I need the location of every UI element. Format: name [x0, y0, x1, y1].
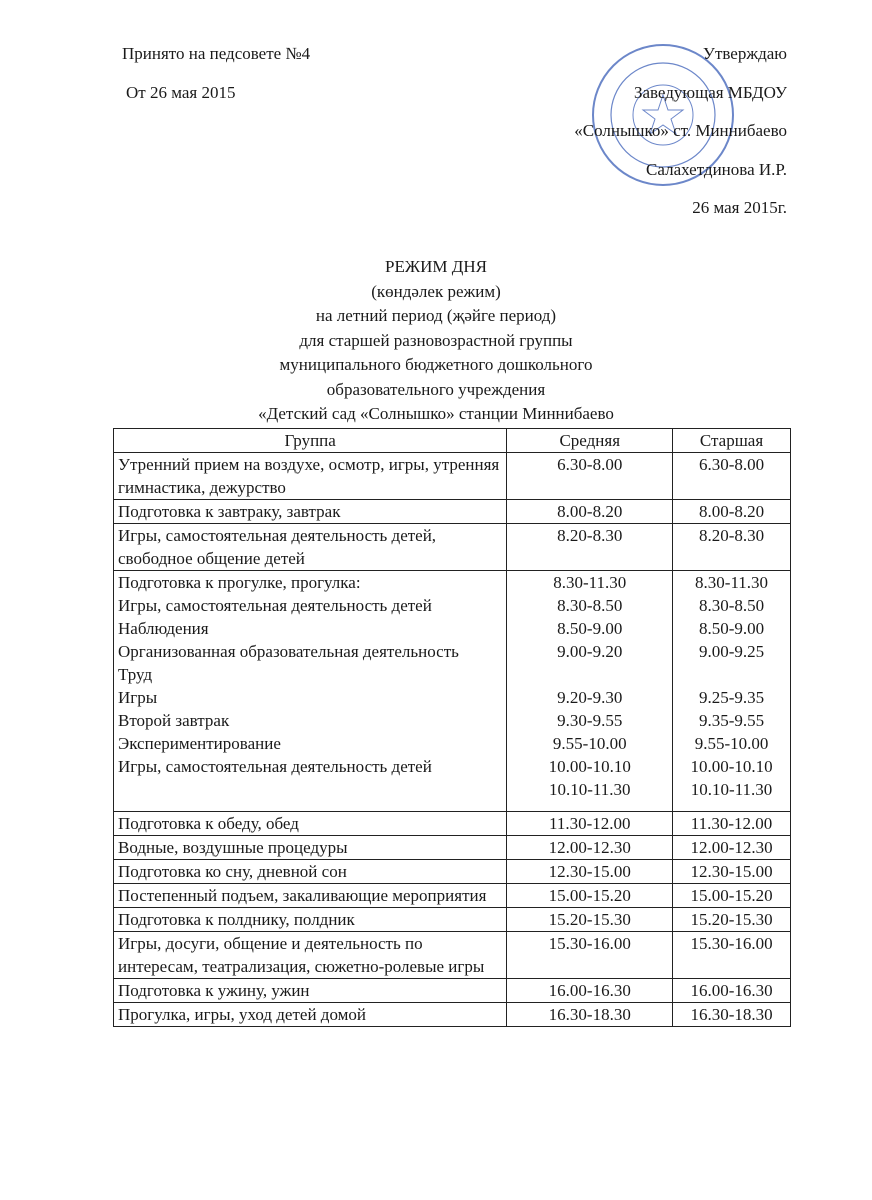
middle-group-time-cell	[507, 979, 673, 1003]
middle-group-time-cell	[507, 571, 673, 812]
time-range: 8.50-9.00	[557, 619, 623, 638]
institution-name: «Солнышко» ст. Миннибаево	[574, 121, 787, 140]
table-row	[114, 860, 791, 884]
time-range: 15.30-16.00	[690, 934, 773, 953]
title-line: для старшей разновозрастной группы	[299, 330, 573, 350]
document-title	[0, 255, 872, 427]
time-range: 8.00-8.20	[557, 502, 623, 521]
middle-group-time-cell	[507, 836, 673, 860]
time-range: 16.30-18.30	[690, 1005, 773, 1024]
head-position: Заведующая МБДОУ	[633, 83, 787, 102]
time-range: 9.35-9.55	[698, 711, 765, 730]
senior-group-time-cell	[673, 836, 791, 860]
activity-label: Утренний прием на воздухе, осмотр, игры, утренняя гимнастика, дежурство	[118, 455, 500, 497]
time-range: 11.30-12.00	[690, 814, 773, 833]
table-row	[114, 812, 791, 836]
senior-group-time-cell	[673, 979, 791, 1003]
table-row	[114, 1003, 791, 1027]
schedule-table	[113, 428, 791, 1027]
time-range: 9.25-9.35	[698, 688, 765, 707]
activity-cell	[114, 1003, 507, 1027]
activity-label: Водные, воздушные процедуры	[118, 838, 348, 857]
table-row	[114, 571, 791, 812]
table-row	[114, 932, 791, 979]
activity-label: Подготовка к обеду, обед	[118, 814, 299, 833]
time-range: 8.20-8.30	[698, 526, 765, 545]
time-range: 16.30-18.30	[548, 1005, 631, 1024]
time-range: 10.10-11.30	[690, 780, 773, 799]
time-range: 8.30-8.50	[557, 596, 623, 615]
middle-group-time-cell	[507, 884, 673, 908]
time-range: 15.00-15.20	[690, 886, 773, 905]
middle-group-time-cell	[507, 908, 673, 932]
title-line: (көндәлек режим)	[371, 281, 501, 301]
activity-cell	[114, 500, 507, 524]
senior-group-time-cell	[673, 812, 791, 836]
head-name: Салахетдинова И.Р.	[646, 160, 787, 179]
activity-label: Прогулка, игры, уход детей домой	[118, 1005, 366, 1024]
table-row	[114, 453, 791, 500]
activity-cell	[114, 571, 507, 812]
time-range: 6.30-8.00	[557, 455, 623, 474]
middle-group-time-cell	[507, 524, 673, 571]
senior-group-time-cell	[673, 571, 791, 812]
activity-cell	[114, 860, 507, 884]
time-range: 9.55-10.00	[552, 734, 627, 753]
time-range: 16.00-16.30	[548, 981, 631, 1000]
table-row	[114, 979, 791, 1003]
activity-label: Игры	[118, 688, 158, 707]
table-row	[114, 884, 791, 908]
middle-group-time-cell	[507, 500, 673, 524]
middle-group-time-cell	[507, 812, 673, 836]
time-range: 9.00-9.20	[557, 642, 623, 661]
time-range: 12.00-12.30	[548, 838, 631, 857]
activity-label: Экспериментирование	[118, 734, 281, 753]
activity-label: Второй завтрак	[118, 711, 230, 730]
time-range: 9.30-9.55	[557, 711, 623, 730]
time-range: 12.00-12.30	[690, 838, 773, 857]
approve-date: 26 мая 2015г.	[692, 198, 787, 217]
activity-label: Игры, самостоятельная деятельность детей, свободное общение детей	[118, 526, 437, 568]
column-header-middle: Средняя	[507, 429, 673, 453]
activity-cell	[114, 453, 507, 500]
activity-label: Постепенный подъем, закаливающие мероприятия	[118, 886, 487, 905]
time-range: 15.30-16.00	[548, 934, 631, 953]
activity-cell	[114, 932, 507, 979]
title-line: на летний период (җәйге период)	[315, 306, 557, 325]
time-range: 12.30-15.00	[548, 862, 631, 881]
table-row	[114, 500, 791, 524]
column-header-group: Группа	[114, 429, 507, 453]
activity-label: Подготовка ко сну, дневной сон	[118, 862, 347, 881]
time-range: 6.30-8.00	[698, 455, 765, 474]
time-range: 8.00-8.20	[698, 502, 765, 521]
activity-cell	[114, 836, 507, 860]
time-range: 10.00-10.10	[690, 757, 773, 776]
time-range: 8.20-8.30	[557, 526, 623, 545]
activity-label: Подготовка к полднику, полдник	[118, 910, 355, 929]
column-header-senior: Старшая	[673, 429, 791, 453]
activity-cell	[114, 524, 507, 571]
time-range: 9.00-9.25	[698, 642, 765, 661]
middle-group-time-cell	[507, 1003, 673, 1027]
senior-group-time-cell	[673, 860, 791, 884]
activity-label: Игры, самостоятельная деятельность детей	[118, 596, 432, 615]
activity-cell	[114, 884, 507, 908]
time-range: 15.00-15.20	[548, 886, 631, 905]
activity-cell	[114, 812, 507, 836]
table-row	[114, 524, 791, 571]
middle-group-time-cell	[507, 860, 673, 884]
time-range: 9.55-10.00	[694, 734, 769, 753]
time-range: 8.50-9.00	[698, 619, 765, 638]
table-row	[114, 836, 791, 860]
time-range: 11.30-12.00	[548, 814, 631, 833]
activity-label: Наблюдения	[118, 619, 209, 638]
time-range: 12.30-15.00	[690, 862, 773, 881]
activity-label: Подготовка к ужину, ужин	[118, 981, 310, 1000]
time-range: 16.00-16.30	[690, 981, 773, 1000]
activity-label: Труд	[118, 665, 153, 684]
title-line: муниципального бюджетного дошкольного	[279, 355, 593, 374]
senior-group-time-cell	[673, 908, 791, 932]
middle-group-time-cell	[507, 932, 673, 979]
time-range: 9.20-9.30	[557, 688, 623, 707]
activity-label: Организованная образовательная деятельность	[118, 642, 459, 661]
activity-cell	[114, 908, 507, 932]
time-range: 10.00-10.10	[548, 757, 631, 776]
table-header-row	[114, 429, 791, 453]
activity-label: Подготовка к прогулке, прогулка:	[118, 573, 361, 592]
time-range: 8.30-8.50	[698, 596, 765, 615]
senior-group-time-cell	[673, 453, 791, 500]
activity-label: Подготовка к завтраку, завтрак	[118, 502, 341, 521]
senior-group-time-cell	[673, 932, 791, 979]
activity-label: Игры, досуги, общение и деятельность по интересам, театрализация, сюжетно-ролевые игры	[118, 934, 485, 976]
time-range: 15.20-15.30	[690, 910, 773, 929]
senior-group-time-cell	[673, 524, 791, 571]
title-line: «Детский сад «Солнышко» станции Миннибаево	[258, 404, 614, 423]
time-range: 10.10-11.30	[548, 780, 631, 799]
approval-note: Принято на педсовете №4	[122, 44, 311, 63]
approval-date: От 26 мая 2015	[126, 83, 236, 102]
time-range: 8.30-11.30	[553, 573, 627, 592]
senior-group-time-cell	[673, 500, 791, 524]
time-range: 8.30-11.30	[695, 573, 769, 592]
activity-label: Игры, самостоятельная деятельность детей	[118, 757, 432, 776]
table-row	[114, 908, 791, 932]
approve-label: Утверждаю	[702, 44, 787, 63]
middle-group-time-cell	[507, 453, 673, 500]
time-range: 15.20-15.30	[548, 910, 631, 929]
senior-group-time-cell	[673, 884, 791, 908]
activity-cell	[114, 979, 507, 1003]
senior-group-time-cell	[673, 1003, 791, 1027]
title-line: РЕЖИМ ДНЯ	[385, 257, 487, 276]
title-line: образовательного учреждения	[326, 379, 546, 399]
